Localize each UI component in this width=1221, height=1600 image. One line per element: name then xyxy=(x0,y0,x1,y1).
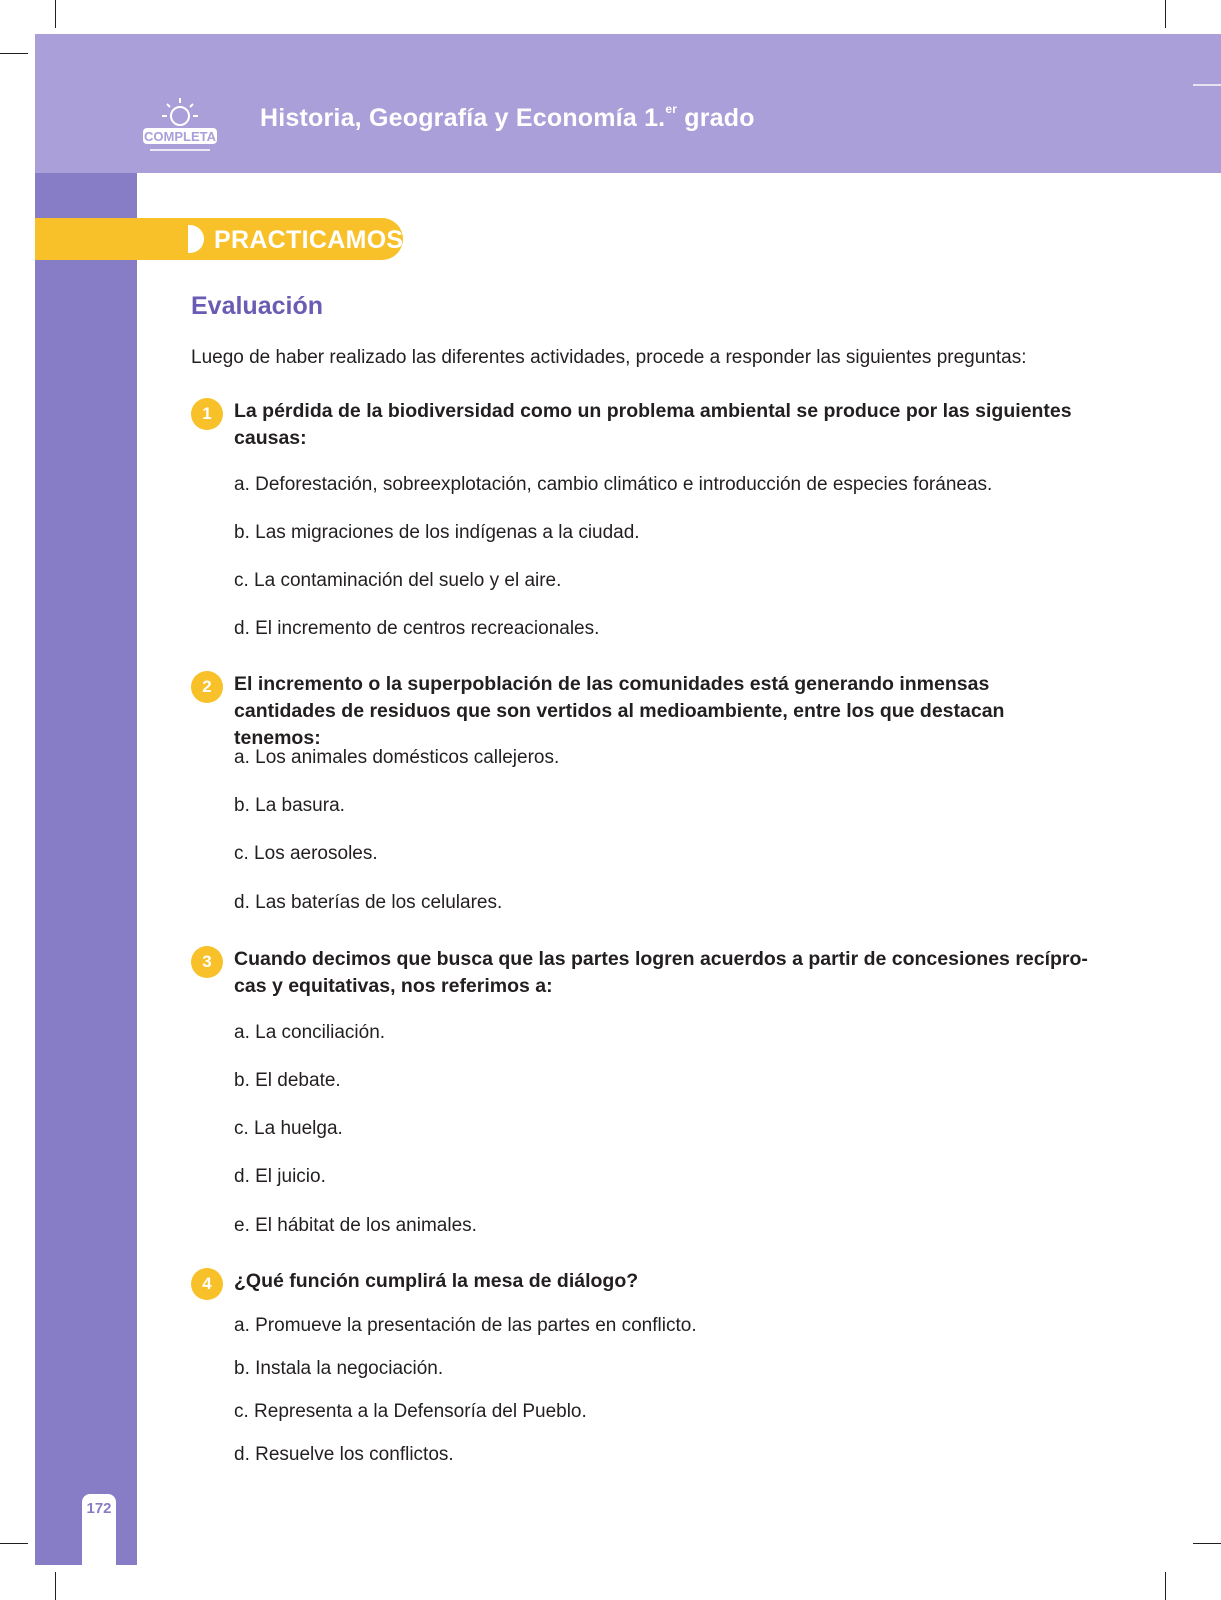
page-number: 172 xyxy=(86,1500,112,1517)
answer-option: c. La huelga. xyxy=(234,1118,343,1139)
answer-option: a. Promueve la presentación de las partes en conflicto. xyxy=(234,1315,697,1336)
question-text: Cuando decimos que busca que las partes logren acuerdos a partir de concesiones recípro-cas y equitativas, nos referimos a: xyxy=(234,948,1088,997)
question-number-badge: 2 xyxy=(191,671,223,703)
question-text: El incremento o la superpoblación de las comunidades está generando inmensas cantidades de residuos que son vertidos al medioambiente, entre los que destacan tenemos: xyxy=(234,673,1005,749)
question-number-badge: 1 xyxy=(191,398,223,430)
answer-option: d. Resuelve los conflictos. xyxy=(234,1444,454,1465)
answer-option: d. Las baterías de los celulares. xyxy=(234,892,503,913)
answer-option: d. El juicio. xyxy=(234,1166,326,1187)
answer-option: b. La basura. xyxy=(234,795,345,816)
left-side-band xyxy=(35,173,137,1565)
header-edge-line xyxy=(1193,84,1221,86)
crop-mark xyxy=(0,53,28,54)
page-header-title: Historia, Geografía y Economía 1.$^{er}$ grado xyxy=(260,102,755,132)
answer-option: c. Representa a la Defensoría del Pueblo. xyxy=(234,1401,587,1422)
crop-mark xyxy=(1165,1572,1166,1600)
answer-option: e. El hábitat de los animales. xyxy=(234,1215,477,1236)
answer-option: b. Las migraciones de los indígenas a la ciudad. xyxy=(234,522,640,543)
question-number-badge: 3 xyxy=(191,946,223,978)
answer-option: d. El incremento de centros recreacionales. xyxy=(234,618,600,639)
answer-option: a. Deforestación, sobreexplotación, cambio climático e introducción de especies foráneas. xyxy=(234,474,993,495)
answer-option: a. Los animales domésticos callejeros. xyxy=(234,747,560,768)
banner-strip xyxy=(35,218,137,260)
jornada-escolar-completa-logo xyxy=(140,94,220,156)
question-text: La pérdida de la biodiversidad como un problema ambiental se produce por las siguientes causas: xyxy=(234,400,1072,449)
crop-mark xyxy=(55,0,56,28)
banner-label: PRACTICAMOS xyxy=(214,226,404,254)
crop-mark xyxy=(1165,0,1166,28)
answer-option: b. Instala la negociación. xyxy=(234,1358,444,1379)
answer-option: c. Los aerosoles. xyxy=(234,843,378,864)
crop-mark xyxy=(1193,1543,1221,1544)
section-intro: Luego de haber realizado las diferentes actividades, procede a responder las siguientes preguntas: xyxy=(191,347,1027,368)
question-number-badge: 4 xyxy=(191,1268,223,1300)
crop-mark xyxy=(0,1543,28,1544)
answer-option: a. La conciliación. xyxy=(234,1022,386,1043)
question-text: ¿Qué función cumplirá la mesa de diálogo? xyxy=(234,1270,639,1292)
answer-option: b. El debate. xyxy=(234,1070,341,1091)
svg-text:COMPLETA: COMPLETA xyxy=(144,129,216,144)
crop-mark xyxy=(55,1572,56,1600)
answer-option: c. La contaminación del suelo y el aire. xyxy=(234,570,562,591)
section-title: Evaluación xyxy=(191,292,323,320)
